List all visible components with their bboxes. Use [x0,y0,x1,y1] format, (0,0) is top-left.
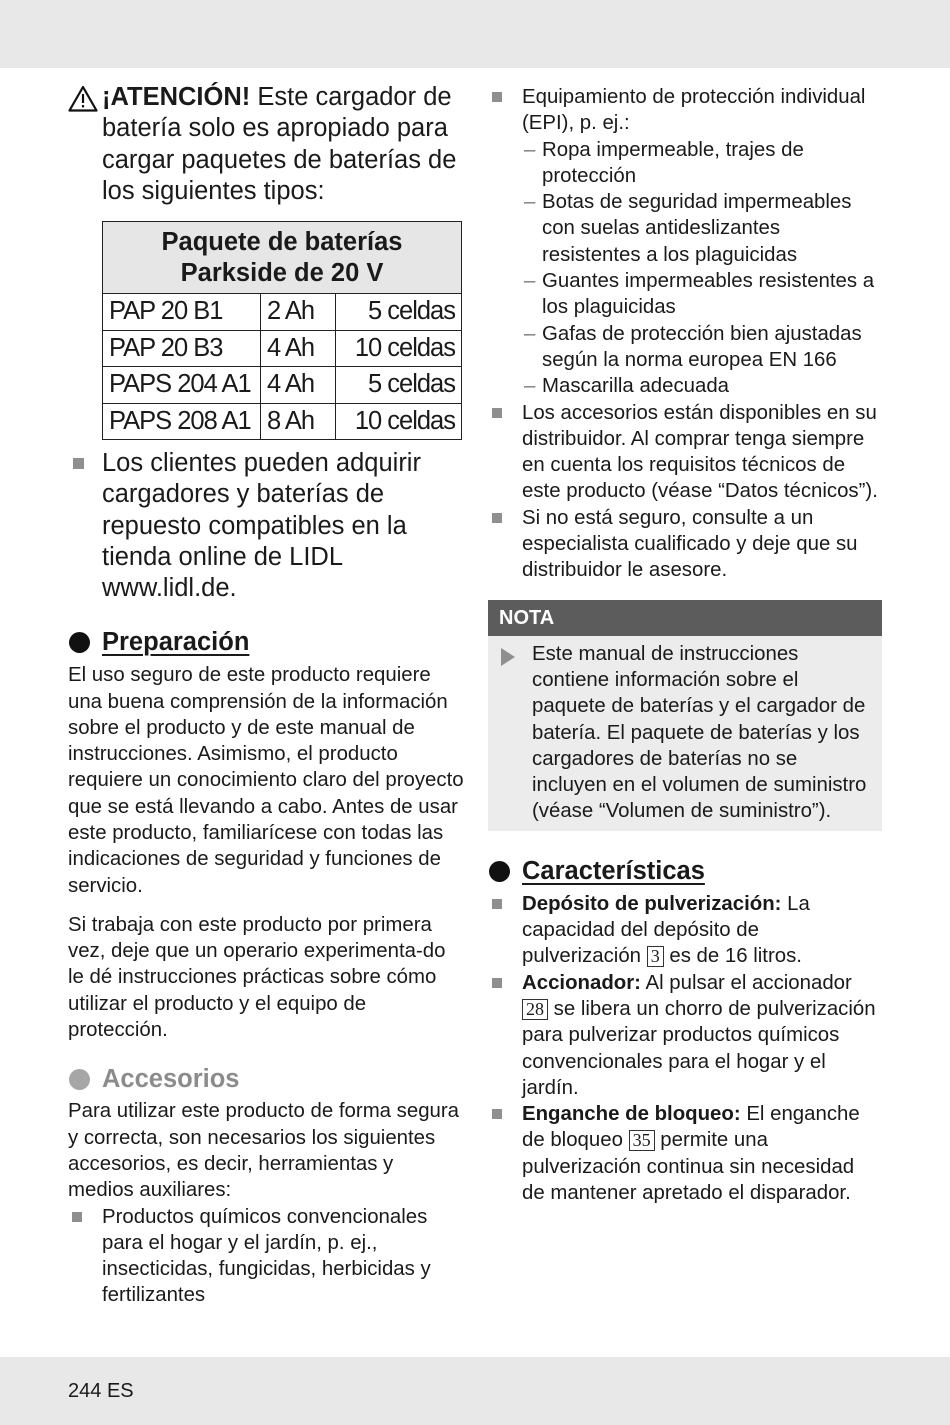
dash-icon: – [524,138,536,161]
feature-text: es de 16 litros. [663,945,802,968]
list-item-text: Equipamiento de protección individual (EPI), p. ej.: [522,86,866,135]
note-title: NOTA [488,600,882,636]
feature-text: se libera un chorro de pulverización para pulverizar productos químicos convencionales para el hogar y el jardín. [522,997,876,1099]
dash-icon: – [524,322,536,345]
square-bullet-icon [492,978,502,988]
square-bullet-icon [492,1109,502,1119]
table-cell-cells: 10 celdas [336,403,462,440]
square-bullet-icon [72,1212,82,1222]
list-item [488,891,882,970]
left-column [68,82,464,1309]
page-footer-band [0,1357,950,1425]
table-row [103,330,462,367]
sub-list-item-text: Mascarilla adecuada [542,375,730,398]
table-cell-cells: 5 celdas [336,294,462,331]
square-bullet-icon [73,458,84,469]
accesorios-intro: Para utilizar este producto de forma segura y correcta, son necesarios los siguientes accesorios, es decir, herramientas y medios auxiliares: [68,1100,460,1202]
square-bullet-icon [492,513,502,523]
table-cell-capacity: 4 Ah [261,330,336,367]
note-text: Este manual de instrucciones contiene información sobre el paquete de baterías y el cargador de batería. El paquete de baterías y los cargadores de baterías no se incluyen en el volumen de suministro (véase “Volumen de suministro”). [532,642,867,823]
part-reference: 3 [647,946,664,967]
list-item-text: Si no está seguro, consulte a un especialista cualificado y deje que su distribuidor le asesore. [522,506,858,582]
sub-list-item [488,373,882,399]
sub-list-item [488,137,882,190]
sub-list-item [488,321,882,374]
note-body [488,636,882,831]
table-row [103,294,462,331]
table-header [103,222,462,294]
preparacion-paragraph-2: Si trabaja con este producto por primera vez, deje que un operario experimenta-do le dé instrucciones prácticas sobre cómo utilizar el producto y el equipo de protección. [68,913,446,1042]
sub-list-item [488,189,882,268]
table-cell-cells: 5 celdas [336,367,462,404]
sub-list-item-text: Ropa impermeable, trajes de protección [542,138,804,187]
feature-label: Depósito de pulverización: [522,892,782,915]
section-heading-accesorios [68,1063,464,1095]
page-number-value: 244 [68,1380,102,1402]
dash-icon: – [524,375,536,398]
table-cell-capacity: 4 Ah [261,367,336,404]
note-box [488,600,882,831]
table-cell-model: PAP 20 B3 [103,330,261,367]
list-item [488,1101,882,1206]
part-reference: 35 [629,1130,655,1151]
feature-text: El enganche de bloqueo [522,1103,860,1152]
feature-label: Accionador: [522,971,641,994]
table-cell-model: PAPS 208 A1 [103,403,261,440]
list-item [488,970,882,1101]
sub-list-item-text: Guantes impermeables resistentes a los plaguicidas [542,270,875,319]
section-heading-caracteristicas [488,855,882,887]
sub-list-item-text: Gafas de protección bien ajustadas según la norma europea EN 166 [542,322,862,371]
bullet-dot-icon [69,1069,90,1090]
warning-triangle-icon [68,85,98,112]
clients-note-text: Los clientes pueden adquirir cargadores y baterías de repuesto compatibles en la tienda online de LIDL www.lidl.de. [102,449,421,602]
bullet-dot-icon [489,861,510,882]
sub-list-item [488,268,882,321]
table-cell-model: PAP 20 B1 [103,294,261,331]
table-cell-capacity: 8 Ah [261,403,336,440]
part-reference: 28 [522,999,548,1020]
feature-text: La capacidad del depósito de pulverización [522,892,810,968]
sub-list-item-text: Botas de seguridad impermeables con suelas antideslizantes resistentes a los plaguicidas [542,191,852,266]
heading-text: Preparación [102,628,250,657]
preparacion-paragraph-1: El uso seguro de este producto requiere una buena comprensión de la información sobre el producto y de este manual de instrucciones. Asimismo, el producto requiere un conocimiento claro del proyecto que se está llevando a cabo. Antes de usar este producto, familiarícese con todas las indicaciones de seguridad y funciones de servicio. [68,664,464,897]
feature-text: Al pulsar el accionador [640,971,852,994]
table-cell-model: PAPS 204 A1 [103,367,261,404]
page-header-band [0,0,950,68]
table-header-line2: Parkside de 20 V [180,259,384,288]
table-row [103,367,462,404]
page-language: ES [106,1380,134,1402]
warning-label: ¡ATENCIÓN! [102,83,251,111]
list-item [488,400,882,505]
feature-text: permite una pulverización continua sin necesidad de mantener apretado el disparador. [522,1129,855,1204]
dash-icon: – [524,270,536,293]
square-bullet-icon [492,899,502,909]
warning-notice [68,82,464,207]
dash-icon: – [524,191,536,214]
heading-text: Características [522,856,705,885]
warning-text: Este cargador de batería solo es apropiado para cargar paquetes de baterías de los siguientes tipos: [102,83,457,205]
clients-note [68,448,464,604]
list-item-text: Los accesorios están disponibles en su distribuidor. Al comprar tenga siempre en cuenta los requisitos técnicos de este producto (véase “Datos técnicos”). [522,401,878,503]
battery-pack-table [102,221,462,440]
right-column [488,84,882,1206]
list-item [68,1204,464,1309]
list-item [488,505,882,584]
table-row [103,403,462,440]
table-header-line1: Paquete de baterías [161,228,403,257]
bullet-dot-icon [69,632,90,653]
square-bullet-icon [492,92,502,102]
feature-label: Enganche de bloqueo: [522,1103,741,1126]
section-heading-preparacion [68,626,464,658]
heading-text: Accesorios [102,1065,240,1094]
triangle-arrow-icon [501,648,515,666]
square-bullet-icon [492,408,502,418]
page-number [68,1380,134,1403]
table-cell-capacity: 2 Ah [261,294,336,331]
table-cell-cells: 10 celdas [336,330,462,367]
list-item-text: Productos químicos convencionales para el hogar y el jardín, p. ej., insecticidas, fungicidas, herbicidas y fertilizantes [102,1205,431,1307]
list-item [488,84,882,137]
